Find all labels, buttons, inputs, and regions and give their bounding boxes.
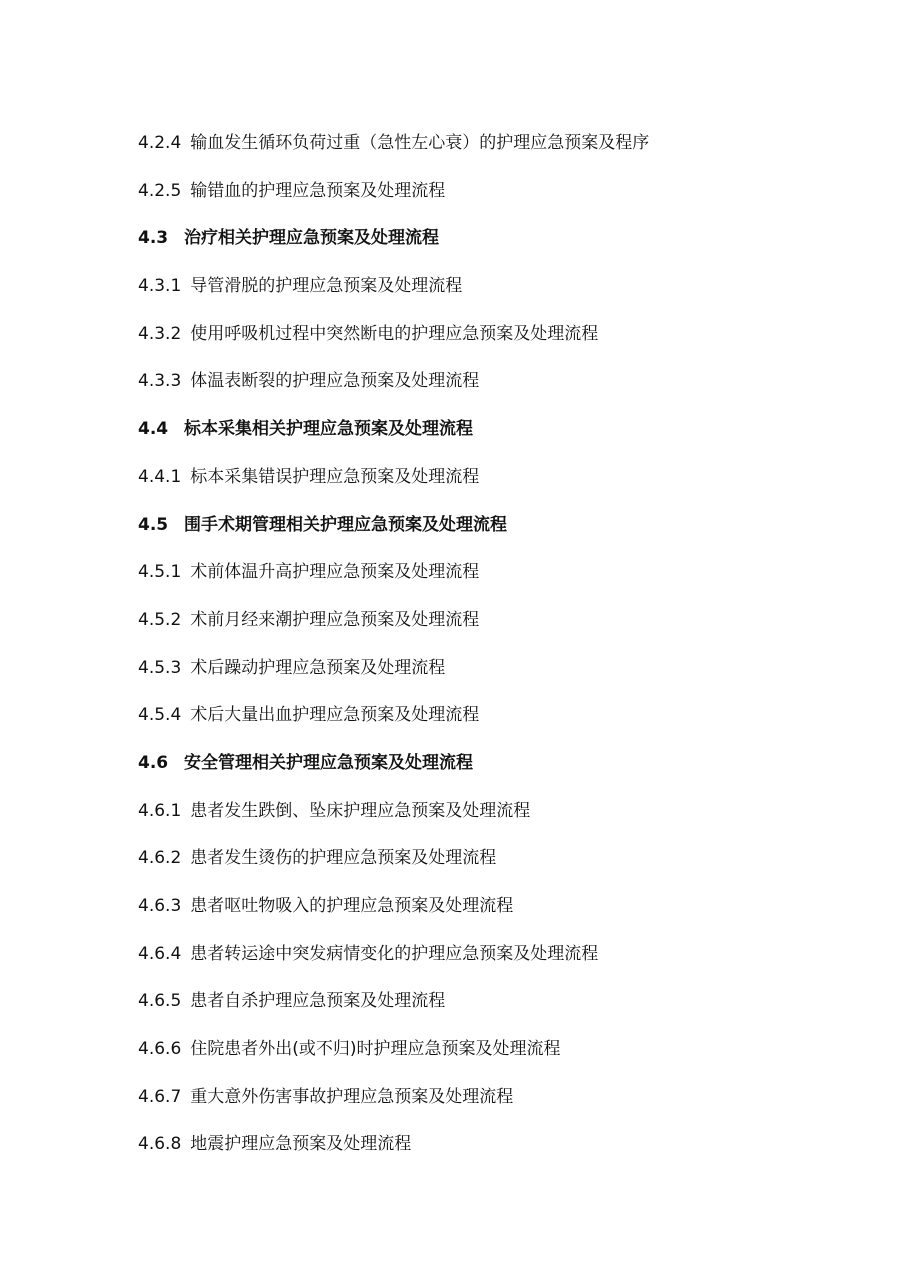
toc-section-heading xyxy=(138,740,858,788)
toc-title: 术前月经来潮护理应急预案及处理流程 xyxy=(190,609,480,630)
toc-number: 4.6 xyxy=(138,752,169,773)
table-of-contents xyxy=(138,120,858,1169)
toc-title: 地震护理应急预案及处理流程 xyxy=(190,1134,412,1155)
toc-title: 标本采集错误护理应急预案及处理流程 xyxy=(190,466,480,487)
toc-item xyxy=(138,1074,858,1122)
toc-title: 使用呼吸机过程中突然断电的护理应急预案及处理流程 xyxy=(190,323,599,344)
toc-number: 4.3.2 xyxy=(138,323,182,344)
toc-number: 4.3.1 xyxy=(138,276,182,297)
toc-title: 患者呕吐物吸入的护理应急预案及处理流程 xyxy=(190,896,514,916)
toc-item xyxy=(138,597,858,645)
toc-item xyxy=(138,883,858,931)
toc-title: 导管滑脱的护理应急预案及处理流程 xyxy=(190,276,463,297)
toc-number: 4.3.3 xyxy=(138,371,182,392)
toc-number: 4.5.4 xyxy=(138,705,182,726)
toc-title: 输血发生循环负荷过重（急性左心衰）的护理应急预案及程序 xyxy=(190,133,650,153)
toc-item xyxy=(138,931,858,979)
toc-number: 4.5.3 xyxy=(138,657,182,678)
toc-title: 标本采集相关护理应急预案及处理流程 xyxy=(184,419,473,440)
toc-title: 患者自杀护理应急预案及处理流程 xyxy=(190,991,446,1012)
toc-item xyxy=(138,454,858,502)
toc-title: 术后大量出血护理应急预案及处理流程 xyxy=(190,705,480,726)
toc-title: 体温表断裂的护理应急预案及处理流程 xyxy=(190,371,480,392)
toc-title: 重大意外伤害事故护理应急预案及处理流程 xyxy=(190,1086,514,1107)
toc-title: 术前体温升高护理应急预案及处理流程 xyxy=(190,562,480,583)
toc-item xyxy=(138,358,858,406)
toc-number: 4.5.1 xyxy=(138,562,182,583)
toc-number: 4.6.7 xyxy=(138,1086,182,1107)
toc-item xyxy=(138,311,858,359)
toc-number: 4.6.8 xyxy=(138,1134,182,1155)
toc-number: 4.6.6 xyxy=(138,1039,182,1060)
toc-item xyxy=(138,1026,858,1074)
toc-number: 4.6.1 xyxy=(138,800,182,821)
toc-item xyxy=(138,168,858,216)
toc-title: 安全管理相关护理应急预案及处理流程 xyxy=(184,752,473,773)
toc-title: 围手术期管理相关护理应急预案及处理流程 xyxy=(184,514,507,535)
toc-item xyxy=(138,263,858,311)
toc-item xyxy=(138,549,858,597)
toc-number: 4.4.1 xyxy=(138,466,182,487)
toc-title: 住院患者外出(或不归)时护理应急预案及处理流程 xyxy=(190,1039,561,1060)
toc-number: 4.6.5 xyxy=(138,991,182,1012)
toc-item xyxy=(138,1121,858,1169)
toc-section-heading xyxy=(138,502,858,550)
toc-number: 4.6.4 xyxy=(138,943,182,964)
toc-title: 患者发生跌倒、坠床护理应急预案及处理流程 xyxy=(190,800,531,821)
toc-number: 4.5.2 xyxy=(138,609,182,630)
toc-number: 4.4 xyxy=(138,419,169,440)
toc-item xyxy=(138,835,858,883)
toc-number: 4.2.5 xyxy=(138,180,182,201)
toc-section-heading xyxy=(138,406,858,454)
toc-number: 4.6.3 xyxy=(138,896,182,916)
toc-number: 4.2.4 xyxy=(138,133,182,153)
toc-title: 输错血的护理应急预案及处理流程 xyxy=(190,180,446,201)
toc-item xyxy=(138,120,858,168)
toc-item xyxy=(138,788,858,836)
toc-item xyxy=(138,645,858,693)
toc-title: 患者转运途中突发病情变化的护理应急预案及处理流程 xyxy=(190,943,599,964)
toc-number: 4.3 xyxy=(138,228,169,249)
toc-title: 患者发生烫伤的护理应急预案及处理流程 xyxy=(190,848,497,869)
toc-title: 治疗相关护理应急预案及处理流程 xyxy=(184,228,439,249)
toc-number: 4.6.2 xyxy=(138,848,182,869)
toc-item xyxy=(138,978,858,1026)
toc-item xyxy=(138,692,858,740)
toc-title: 术后躁动护理应急预案及处理流程 xyxy=(190,657,446,678)
toc-number: 4.5 xyxy=(138,514,169,535)
toc-section-heading xyxy=(138,215,858,263)
